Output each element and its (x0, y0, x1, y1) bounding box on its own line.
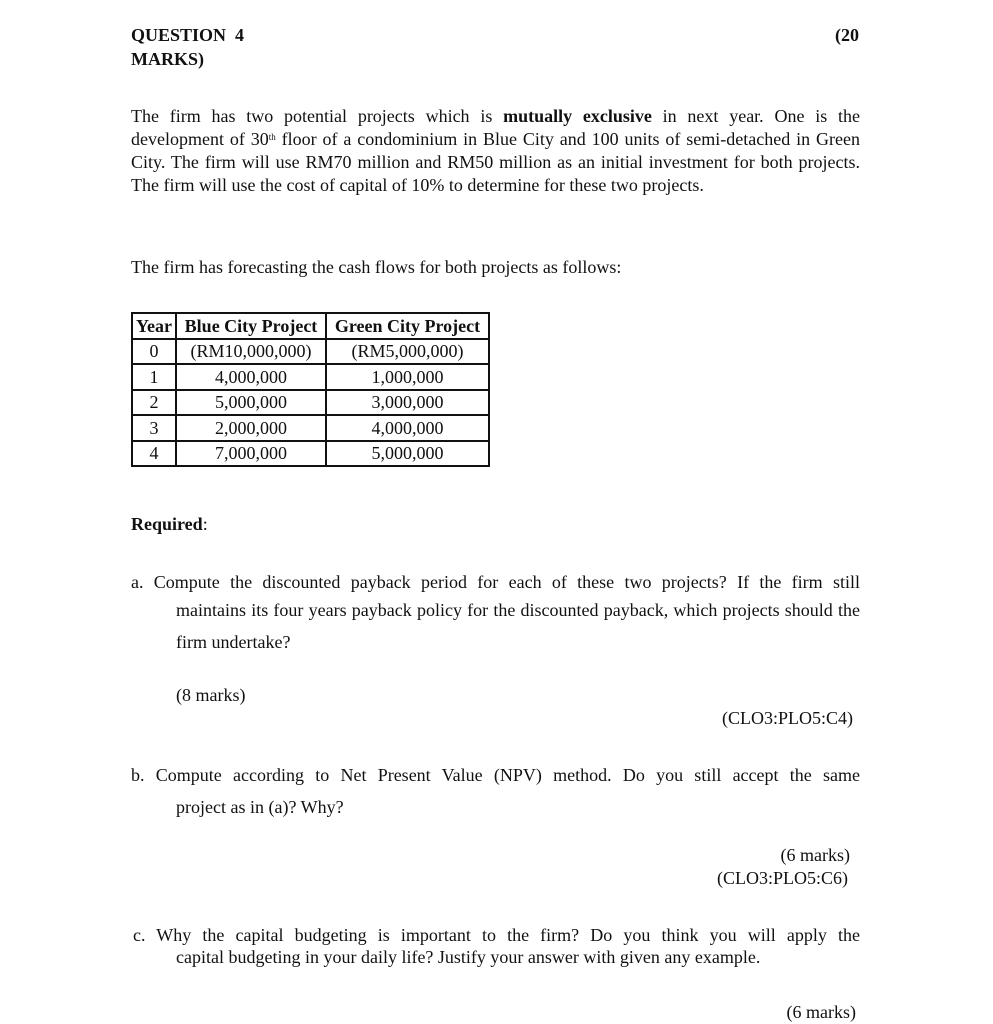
question-marks-close: MARKS) (131, 49, 204, 69)
cell-blue: 4,000,000 (176, 364, 326, 390)
question-c-body: capital budgeting in your daily life? Justify your answer with given any example. (176, 947, 761, 967)
cell-year: 4 (132, 441, 176, 467)
question-word: QUESTION (131, 25, 227, 45)
table-header-row (132, 313, 489, 339)
intro-superscript: th (268, 132, 276, 142)
required-label: Required (131, 514, 203, 534)
intro-text-b: in next year. One is the development of 30 (131, 106, 860, 149)
cash-flow-table (131, 312, 490, 467)
question-b-clo: (CLO3:PLO5:C6) (716, 868, 848, 888)
cell-year: 0 (132, 339, 176, 365)
question-c-marks: (6 marks) (786, 1002, 856, 1022)
question-number: 4 (235, 25, 245, 45)
table-row (132, 390, 489, 416)
cell-blue: 2,000,000 (176, 415, 326, 441)
question-b-marks: (6 marks) (780, 845, 850, 865)
required-colon: : (202, 514, 208, 534)
question-marks-open: (20 (835, 25, 859, 45)
question-b-line1: b. Compute according to Net Present Value (NPV) method. Do you still accept the same (131, 765, 860, 785)
question-b-body: project as in (a)? Why? (176, 797, 344, 817)
cell-year: 3 (132, 415, 176, 441)
intro-paragraph (131, 105, 860, 197)
header-green-city: Green City Project (326, 313, 489, 339)
header-year: Year (132, 313, 176, 339)
question-a-marks: (8 marks) (176, 685, 246, 705)
cell-blue: (RM10,000,000) (176, 339, 326, 365)
table-row (132, 364, 489, 390)
table-row (132, 415, 489, 441)
question-a-clo: (CLO3:PLO5:C4) (721, 708, 853, 728)
header-blue-city: Blue City Project (176, 313, 326, 339)
forecast-paragraph: The firm has forecasting the cash flows for both projects as follows: (131, 257, 622, 277)
required-heading (131, 514, 208, 535)
question-a-line1: a. Compute the discounted payback period for each of these two projects? If the firm still (131, 572, 860, 592)
table-row (132, 441, 489, 467)
cell-blue: 7,000,000 (176, 441, 326, 467)
intro-bold-text: mutually exclusive (503, 106, 652, 126)
question-c-line1: c. Why the capital budgeting is important to the firm? Do you think you will apply the (133, 925, 860, 945)
table-row (132, 339, 489, 365)
cell-green: (RM5,000,000) (326, 339, 489, 365)
intro-text-a: The firm has two potential projects which is (131, 106, 504, 126)
question-title (131, 23, 244, 71)
cell-year: 2 (132, 390, 176, 416)
cell-green: 4,000,000 (326, 415, 489, 441)
cell-green: 1,000,000 (326, 364, 489, 390)
cell-green: 5,000,000 (326, 441, 489, 467)
cell-green: 3,000,000 (326, 390, 489, 416)
intro-text-c: floor of a condominium in Blue City and 100 units of semi-detached in Green City. The firm will use RM70 million and RM50 million as an initial investment for both projects. The firm will use the cost of capital of 10% to determine for these two projects. (131, 129, 860, 195)
cell-blue: 5,000,000 (176, 390, 326, 416)
question-a-body: maintains its four years payback policy for the discounted payback, which projects should the firm undertake? (176, 600, 860, 652)
cell-year: 1 (132, 364, 176, 390)
